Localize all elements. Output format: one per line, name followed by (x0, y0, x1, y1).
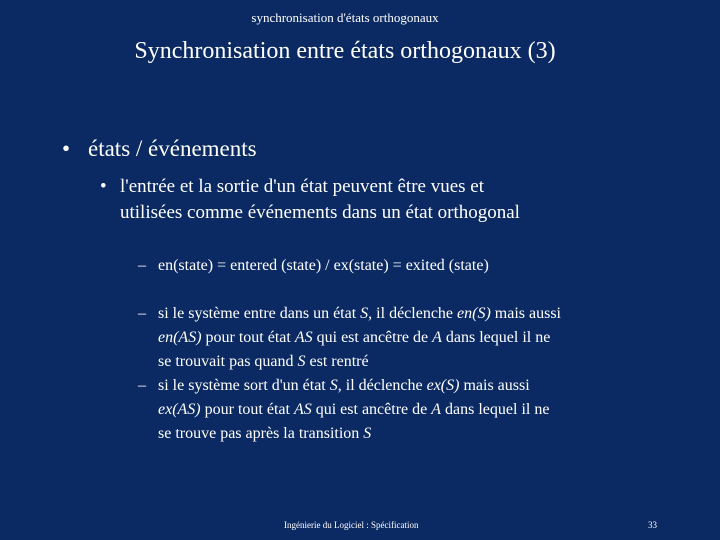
dash-item-line-2: en(AS) pour tout état AS qui est ancêtre de A dans lequel il ne (158, 329, 551, 346)
slide-title: Synchronisation entre états orthogonaux (3) (134, 38, 556, 64)
bullet-level-1-text: états / événements (88, 136, 257, 161)
dash-item-line-2: ex(AS) pour tout état AS qui est ancêtre de A dans lequel il ne (158, 401, 550, 418)
bullet-level-2-line-1: l'entrée et la sortie d'un état peuvent être vues et (120, 176, 484, 197)
dash-icon: – (138, 377, 146, 394)
dash-item-line-1: si le système entre dans un état S, il déclenche en(S) mais aussi (158, 305, 561, 322)
dash-item-line-3: se trouve pas après la transition S (158, 425, 372, 442)
slide-header: synchronisation d'états orthogonaux (251, 10, 439, 25)
dash-item-entered-exited (138, 254, 678, 278)
dash-item-exit (138, 374, 678, 446)
dash-item-line-3: se trouvait pas quand S est rentré (158, 353, 369, 370)
dash-item-line-1: si le système sort d'un état S, il déclenche ex(S) mais aussi (158, 377, 530, 394)
dash-icon: – (138, 257, 146, 274)
bullet-dot-icon: • (100, 176, 107, 197)
bullet-level-2 (100, 174, 660, 226)
dash-item-text: en(state) = entered (state) / ex(state) = exited (state) (158, 257, 489, 274)
bullet-level-2-line-2: utilisées comme événements dans un état orthogonal (120, 202, 520, 223)
dash-icon: – (138, 305, 146, 322)
dash-item-enter (138, 302, 678, 374)
page-number: 33 (648, 520, 657, 530)
footer-course-title: Ingénierie du Logiciel : Spécification (284, 520, 419, 530)
bullet-dot-icon: • (62, 136, 71, 161)
